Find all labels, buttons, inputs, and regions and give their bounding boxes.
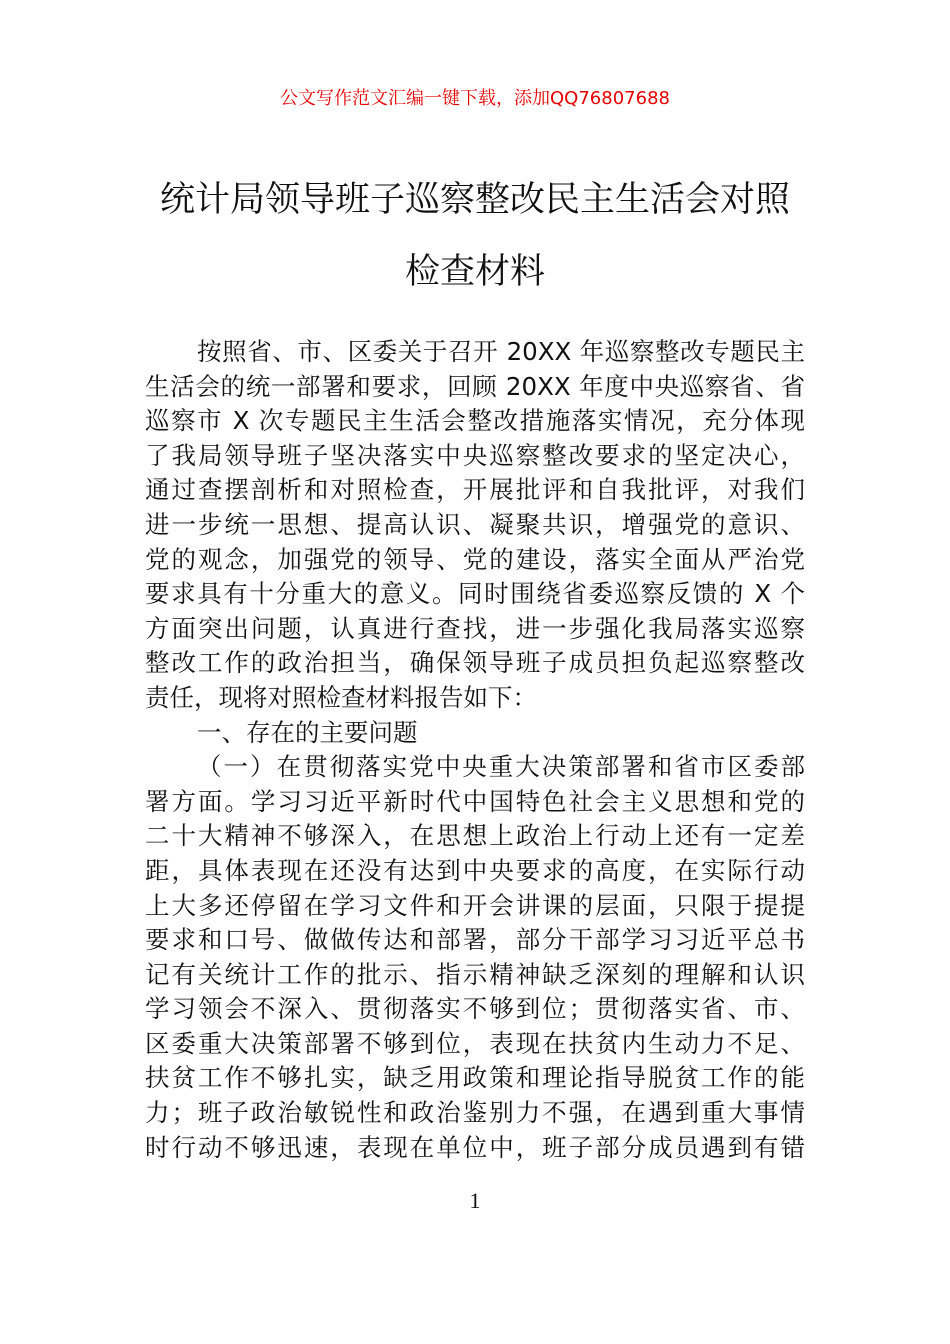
- paragraph-line: 方面突出问题，认真进行查找，进一步强化我局落实巡察: [145, 613, 805, 643]
- paragraph-line: 区委重大决策部署不够到位，表现在扶贫内生动力不足、: [145, 1028, 805, 1058]
- paragraph-line: 巡察市 X 次专题民主生活会整改措施落实情况，充分体现: [145, 406, 805, 436]
- paragraph-line: 距，具体表现在还没有达到中央要求的高度，在实际行动: [145, 855, 805, 885]
- paragraph-line: 整改工作的政治担当，确保领导班子成员担负起巡察整改: [145, 648, 805, 678]
- paragraph-line: 时行动不够迅速，表现在单位中，班子部分成员遇到有错: [145, 1132, 805, 1162]
- paragraph-line: 按照省、市、区委关于召开 20XX 年巡察整改专题民主: [197, 337, 805, 366]
- paragraph-line: 力；班子政治敏锐性和政治鉴别力不强，在遇到重大事情: [145, 1098, 805, 1128]
- paragraph-line: （一）在贯彻落实党中央重大决策部署和省市区委部: [197, 752, 805, 782]
- paragraph-line: 进一步统一思想、提高认识、凝聚共识，增强党的意识、: [145, 509, 805, 539]
- section-heading: 一、存在的主要问题: [197, 717, 418, 747]
- paragraph-line: 署方面。学习习近平新时代中国特色社会主义思想和党的: [145, 786, 805, 816]
- page-number: 1: [469, 1188, 481, 1213]
- document-body: [145, 335, 805, 1165]
- paragraph-line: 记有关统计工作的批示、指示精神缺乏深刻的理解和认识: [145, 959, 805, 989]
- paragraph-line: 要求具有十分重大的意义。同时围绕省委巡察反馈的 X 个: [145, 579, 805, 609]
- paragraph-line: 二十大精神不够深入，在思想上政治上行动上还有一定差: [145, 821, 805, 851]
- download-ad-banner: 公文写作范文汇编一键下载，添加QQ76807688: [280, 88, 670, 109]
- paragraph-line: 生活会的统一部署和要求，回顾 20XX 年度中央巡察省、省: [145, 371, 805, 401]
- paragraph-line: 学习领会不深入、贯彻落实不够到位；贯彻落实省、市、: [145, 994, 805, 1024]
- paragraph-line: 要求和口号、做做传达和部署，部分干部学习习近平总书: [145, 925, 805, 955]
- document-title-line-1: 统计局领导班子巡察整改民主生活会对照: [159, 180, 790, 220]
- paragraph-line: 通过查摆剖析和对照检查，开展批评和自我批评，对我们: [145, 475, 805, 505]
- paragraph-line: 了我局领导班子坚决落实中央巡察整改要求的坚定决心，: [145, 440, 805, 470]
- paragraph-line: 责任，现将对照检查材料报告如下：: [145, 682, 537, 712]
- paragraph-line: 上大多还停留在学习文件和开会讲课的层面，只限于提提: [145, 890, 805, 920]
- document-title-line-2: 检查材料: [404, 252, 545, 292]
- paragraph-line: 扶贫工作不够扎实，缺乏用政策和理论指导脱贫工作的能: [145, 1063, 805, 1093]
- paragraph-line: 党的观念，加强党的领导、党的建设，落实全面从严治党: [145, 544, 805, 574]
